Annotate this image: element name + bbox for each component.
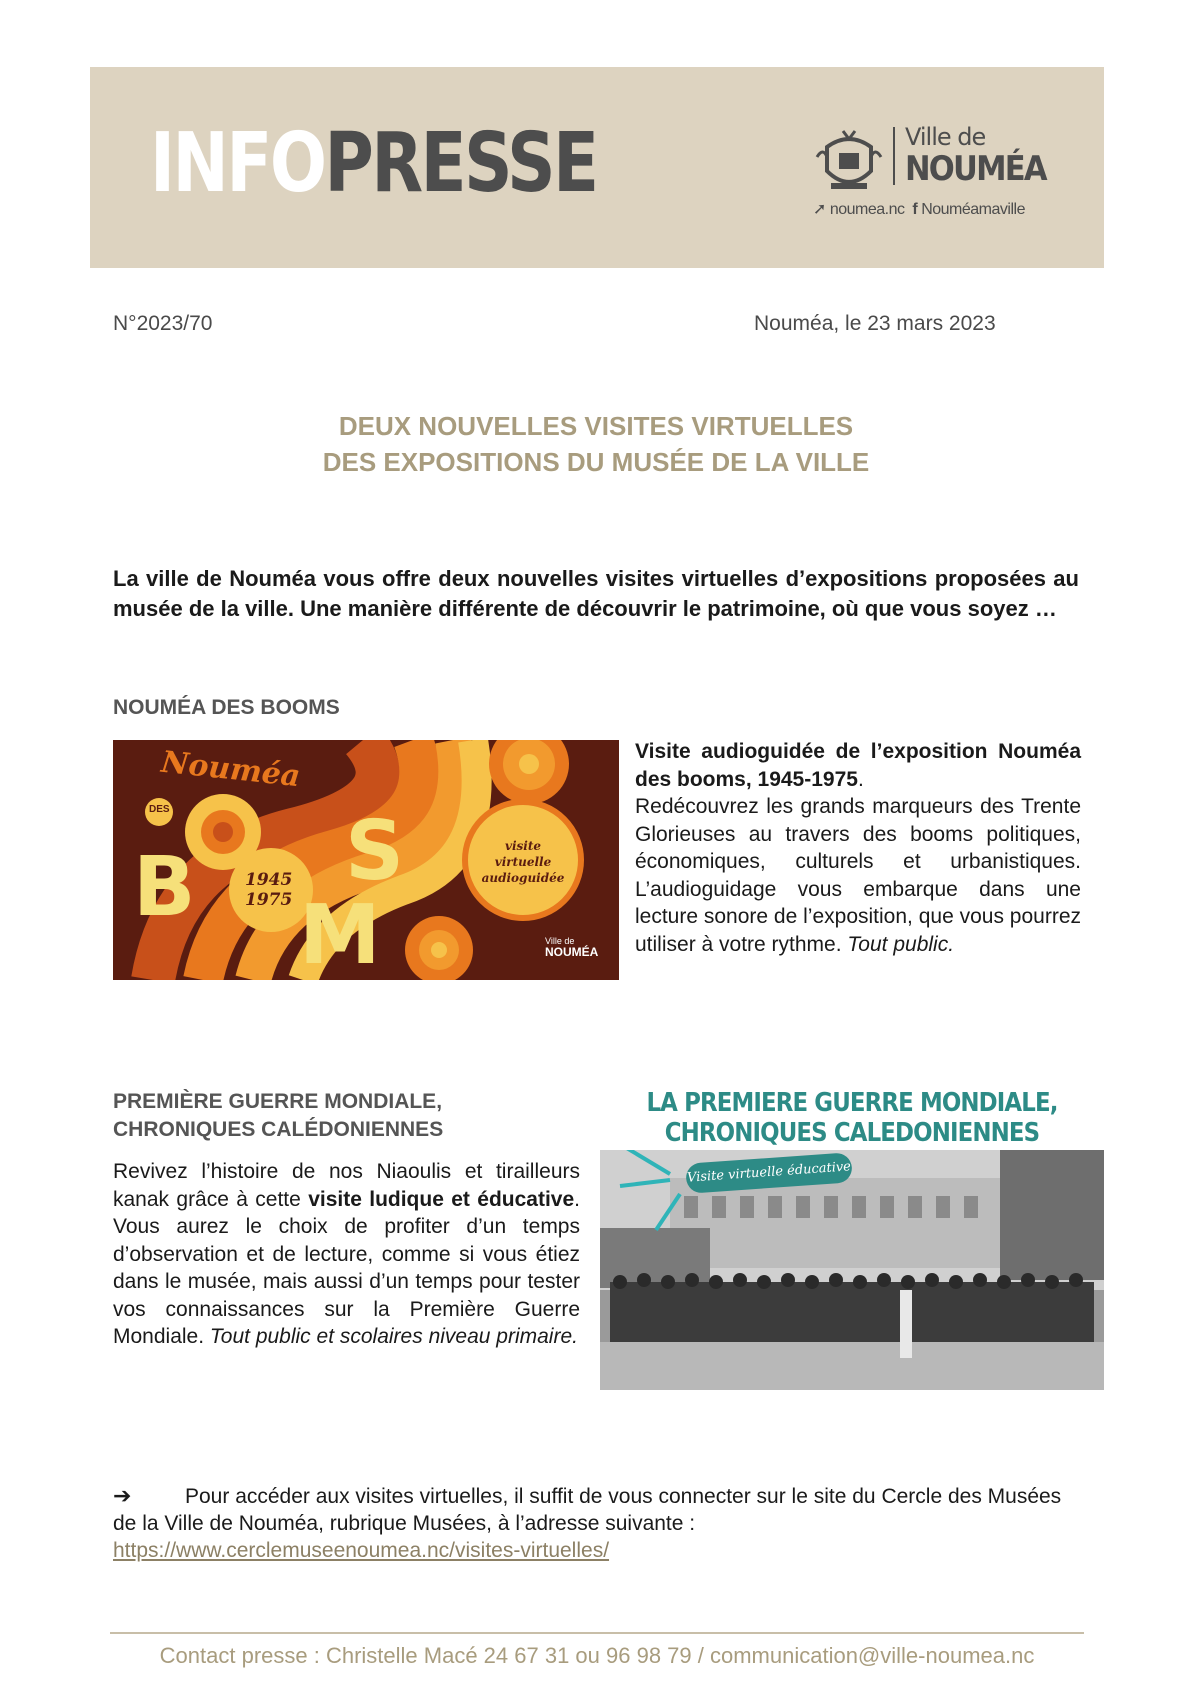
guerre-description-bold: visite ludique et éducative — [308, 1187, 575, 1211]
booms-letter-s: S — [345, 804, 405, 899]
press-contact-footer: Contact presse : Christelle Macé 24 67 31 ou 96 98 79 / communication@ville-noumea.nc — [159, 1643, 1035, 1668]
booms-description — [635, 738, 1081, 958]
logo-social-links — [813, 199, 1025, 219]
booms-logo-line-2: NOUMÉA — [545, 945, 599, 959]
guerre-description-part-1: Revivez l’histoire de nos Niaoulis et tirailleurs kanak grâce à cette — [113, 1160, 580, 1211]
ville-de-noumea-logo — [813, 117, 1053, 217]
access-paragraph — [113, 1482, 1079, 1564]
booms-badge-line-2: virtuelle — [494, 855, 552, 869]
booms-badge-line-3: audioguidée — [481, 871, 565, 885]
city-crest-icon — [813, 127, 885, 199]
booms-year-end: 1975 — [245, 890, 293, 910]
title-line-2: DES EXPOSITIONS DU MUSÉE DE LA VILLE — [322, 447, 870, 477]
info-presse-brand — [150, 116, 597, 211]
booms-badge-text — [469, 838, 577, 886]
lead-paragraph: La ville de Nouméa vous offre deux nouvelles visites virtuelles d’expositions proposées au musée de la ville. Une manière différente de découvrir le patrimoine, où que vous soyez … — [113, 566, 1079, 621]
booms-letter-b: B — [133, 840, 196, 935]
booms-word-noumea: Nouméa — [159, 744, 302, 795]
brand-info: INFO — [150, 116, 325, 211]
booms-years — [245, 870, 292, 910]
booms-letter-m: M — [299, 888, 381, 980]
visite-virtuelle-badge: Visite virtuelle éducative — [685, 1152, 853, 1194]
booms-exhibition-image[interactable] — [113, 740, 619, 980]
section-heading-guerre — [113, 1088, 593, 1144]
section-heading-guerre-line-1: PREMIÈRE GUERRE MONDIALE, — [113, 1090, 443, 1113]
footer-divider — [110, 1632, 1084, 1634]
guerre-description — [113, 1158, 580, 1351]
booms-description-bold: Visite audioguidée de l’exposition Nouméa des booms, 1945-1975 — [635, 740, 1081, 791]
guerre-description-part-2: . Vous aurez le choix de profiter d’un temps d’observation et de lecture, comme si vous étiez dans le musée, mais aussi d’un temps pour tester vos connaissances sur la Première Guerre Mondiale. — [113, 1187, 580, 1348]
arrow-right-icon: ➔ — [113, 1483, 132, 1508]
section-heading-booms: NOUMÉA DES BOOMS — [113, 696, 340, 719]
booms-image-logo — [545, 936, 598, 958]
guerre-image-heading-line-2: CHRONIQUES CALEDONIENNES — [664, 1118, 1040, 1148]
cursor-arrow-icon: ➚ — [813, 201, 826, 218]
brand-presse: PRESSE — [324, 116, 597, 211]
guerre-image-heading — [630, 1088, 1074, 1148]
booms-description-audience: Tout public. — [847, 932, 955, 956]
access-text: Pour accéder aux visites virtuelles, il suffit de vous connecter sur le site du Cercle des Musées de la Ville de Nouméa, rubrique Musées, à l’adresse suivante : — [113, 1485, 1062, 1535]
logo-noumea: NOUMÉA — [905, 149, 1046, 189]
booms-logo-line-1: Ville de — [545, 936, 575, 946]
guerre-historical-photo[interactable] — [600, 1150, 1104, 1390]
guerre-description-audience: Tout public et scolaires niveau primaire. — [209, 1325, 578, 1348]
booms-year-start: 1945 — [245, 870, 293, 890]
title-line-1: DEUX NOUVELLES VISITES VIRTUELLES — [338, 411, 854, 441]
booms-description-body: Redécouvrez les grands marqueurs des Trente Glorieuses au travers des booms politiques, économiques, culturels et urbanistiques. L’audioguidage vous embarque dans une lecture sonore de l’exposition, que vous pourrez utiliser à votre rythme. — [635, 795, 1081, 956]
page-title — [113, 408, 1079, 480]
facebook-icon: f — [912, 201, 918, 218]
press-reference-number: N°2023/70 — [113, 312, 213, 335]
virtual-visits-link[interactable]: https://www.cerclemuseenoumea.nc/visites-virtuelles/ — [113, 1539, 610, 1562]
website-link[interactable]: noumea.nc — [829, 201, 905, 218]
booms-description-period: . — [857, 767, 864, 791]
logo-ville-de: Ville de — [905, 123, 986, 151]
guerre-image-heading-line-1: LA PREMIERE GUERRE MONDIALE, — [646, 1088, 1058, 1118]
logo-separator — [893, 127, 895, 185]
soldiers-photo-artwork — [600, 1150, 1104, 1390]
section-heading-guerre-line-2: CHRONIQUES CALÉDONIENNES — [113, 1118, 444, 1141]
booms-badge-line-1: visite — [504, 839, 542, 853]
booms-word-des: DES — [149, 804, 170, 815]
header-band — [90, 67, 1104, 268]
facebook-link[interactable]: Nouméamaville — [921, 201, 1025, 218]
press-date: Nouméa, le 23 mars 2023 — [754, 312, 996, 335]
